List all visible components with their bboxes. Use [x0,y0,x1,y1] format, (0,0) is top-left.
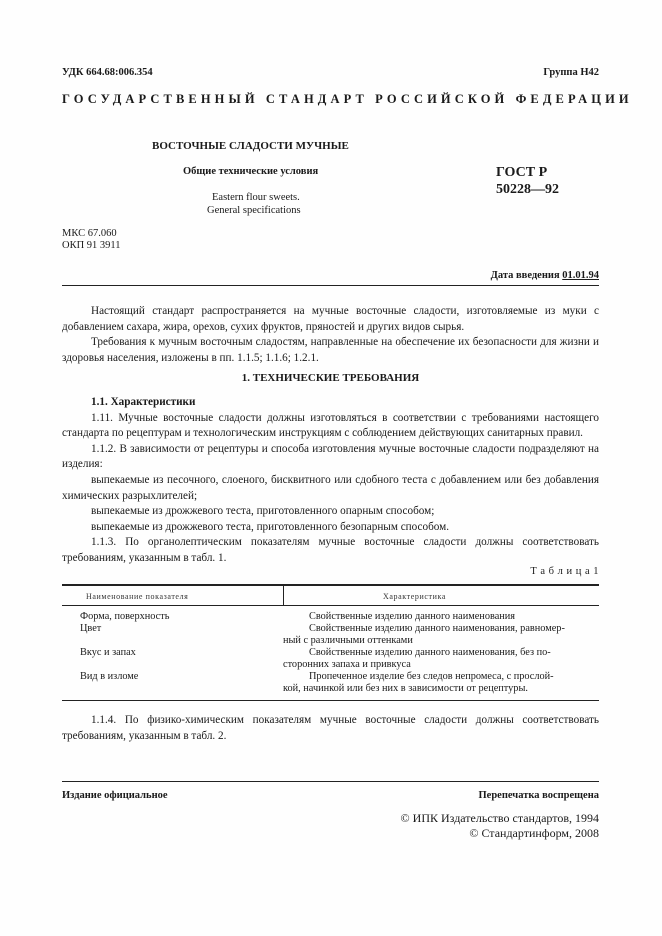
intro-date-label: Дата введения [490,270,560,281]
gost-label: ГОСТ Р [496,165,548,180]
body-paragraph: выпекаемые из дрожжевого теста, приготовленного опарным способом; [91,505,435,518]
official-edition: Издание официальное [62,790,168,801]
english-title-line1: Eastern flour sweets. [212,192,300,203]
table-row-value: Пропеченное изделие без следов непромеса, с прослой- [309,671,554,682]
intro-paragraph: Требования к мучным восточным сладостям, направленные на обеспечение их безопасности для жизни и здоровья населения, изложены в пп. 1.1.5; 1.1.6; 1.2.1. [62,336,599,364]
copyright-line2: © Стандартинформ, 2008 [469,826,599,840]
gost-number: 50228—92 [496,182,559,197]
udk-code: УДК 664.68:006.354 [62,67,153,78]
table-caption: Т а б л и ц а 1 [530,566,599,577]
table-row-value-cont: ный с различными оттенками [283,635,413,646]
intro-paragraph: Настоящий стандарт распространяется на мучные восточные сладости, изготовляемые из муки с добавлением сахара, жира, орехов, сухих фруктов, пряностей и других видов сырья. [62,305,599,333]
body-paragraph: 1.1.4. По физико-химическим показателям мучные восточные сладости должны соответствовать требованиям, указанным в табл. 2. [62,714,599,742]
table-row-value-cont: сторонних запаха и привкуса [283,659,411,670]
table-row-name: Вид в изломе [80,671,139,682]
footer-rule [62,781,599,782]
intro-date-value: 01.01.94 [562,270,599,281]
group-code: Группа Н42 [543,67,599,78]
mks-code: МКС 67.060 [62,228,117,239]
intro-date [491,270,599,281]
english-title-line2: General specifications [207,205,301,216]
table-row-value: Свойственные изделию данного наименования, без по- [309,647,551,658]
copyright-line1: © ИПК Издательство стандартов, 1994 [400,811,599,825]
body-paragraph: 1.11. Мучные восточные сладости должны изготовляться в соответствии с требованиями настоящего стандарта по рецептурам и технологическим инструкциям с соблюдением действующих санитарных правил. [62,411,599,440]
table-header-rule [62,605,599,606]
table-bottom-rule [62,700,599,701]
reprint-notice: Перепечатка воспрещена [478,790,599,801]
intro-text [62,304,599,366]
section-title: 1. ТЕХНИЧЕСКИЕ ТРЕБОВАНИЯ [241,372,420,384]
table-row-name: Цвет [80,623,102,634]
body-paragraph: выпекаемые из дрожжевого теста, приготовленного безопарным способом. [91,520,450,533]
table-top-rule [62,584,599,586]
subsection-title: 1.1. Характеристики [91,396,196,408]
table-row-value: Свойственные изделию данного наименования, равномер- [309,623,565,634]
body-text [62,395,599,567]
table-header-name: Наименование показателя [86,592,189,601]
table-row-value: Свойственные изделию данного наименования [309,611,516,622]
standard-header: ГОСУДАРСТВЕННЫЙ СТАНДАРТ РОССИЙСКОЙ ФЕДЕРАЦИИ [62,92,633,106]
divider-top [62,285,599,286]
document-title: ВОСТОЧНЫЕ СЛАДОСТИ МУЧНЫЕ [152,140,349,152]
body-paragraph: 1.1.2. В зависимости от рецептуры и способа изготовления мучные восточные сладости подразделяют на изделия: [62,442,599,471]
after-table-text [62,713,599,744]
table-header-characteristic: Характеристика [383,592,447,601]
body-paragraph: выпекаемые из песочного, слоеного, бисквитного или сдобного теста с добавлением или без добавления химических разрыхлителей; [62,473,599,502]
table-row-name: Форма, поверхность [80,611,170,622]
table-row-name: Вкус и запах [80,647,136,658]
document-subtitle: Общие технические условия [183,166,319,177]
body-paragraph: 1.1.3. По органолептическим показателям мучные восточные сладости должны соответствовать требованиям, указанным в табл. 1. [62,536,599,564]
table-header-divider [283,586,284,605]
table-row-value-cont: кой, начинкой или без них в зависимости от рецептуры. [283,683,528,694]
okp-code: ОКП 91 3911 [62,240,121,251]
